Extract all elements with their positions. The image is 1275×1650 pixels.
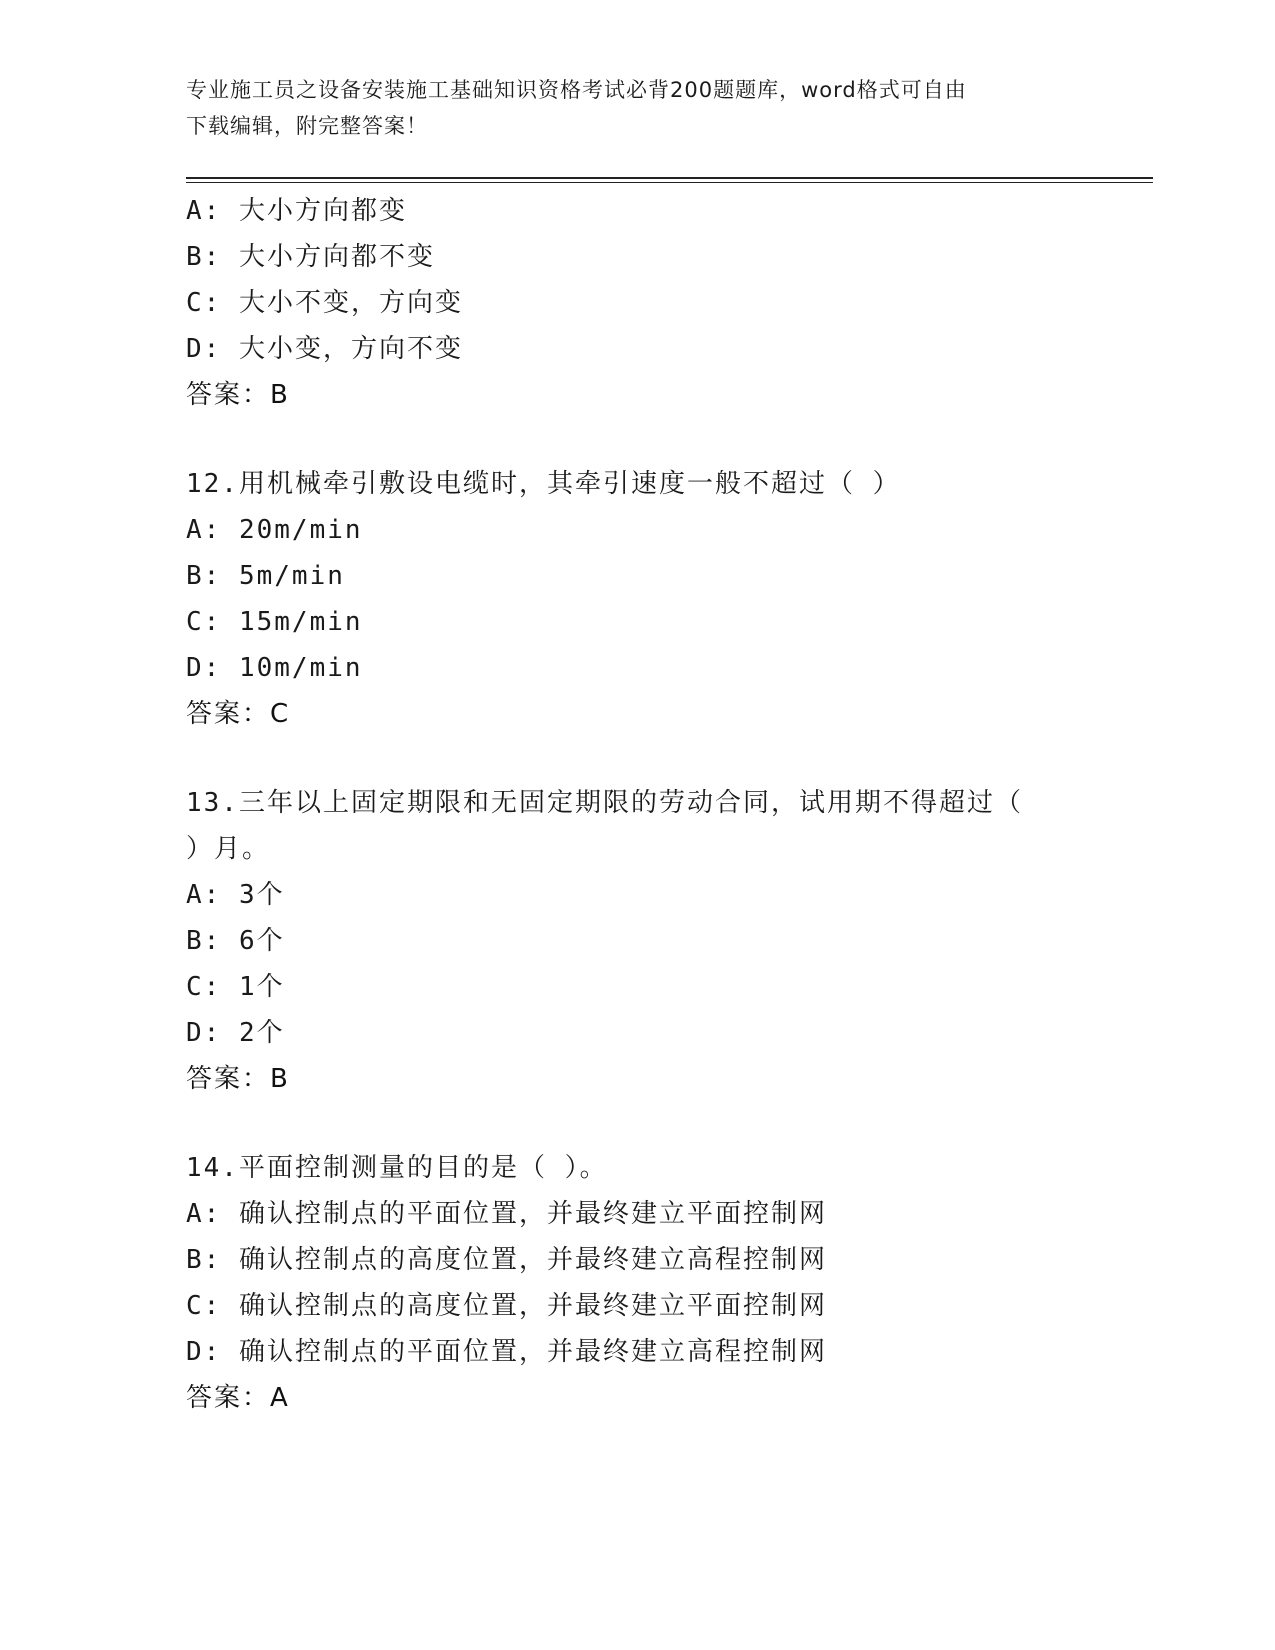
answer-line: 答案：C xyxy=(186,699,291,729)
option-d: D: 10m/min xyxy=(186,653,363,683)
question-block-14 xyxy=(186,1145,1146,1421)
option-c: C: 15m/min xyxy=(186,607,363,637)
option-c: C: 1个 xyxy=(186,972,285,1002)
header-line-2: 下载编辑，附完整答案！ xyxy=(186,114,428,138)
question-text: 14.平面控制测量的目的是（ ）。 xyxy=(186,1153,608,1183)
option-b: B: 6个 xyxy=(186,926,285,956)
answer-line: 答案：B xyxy=(186,380,290,410)
option-b: B: 大小方向都不变 xyxy=(186,242,435,272)
option-a: A: 3个 xyxy=(186,880,285,910)
header-divider-thick xyxy=(186,177,1153,179)
option-b: B: 确认控制点的高度位置，并最终建立高程控制网 xyxy=(186,1245,827,1275)
question-list xyxy=(186,188,1146,1421)
header-line-1: 专业施工员之设备安装施工基础知识资格考试必背200题题库，word格式可自由 xyxy=(186,78,967,102)
block-spacer xyxy=(186,418,1146,461)
answer-line: 答案：B xyxy=(186,1064,290,1094)
option-a: A: 20m/min xyxy=(186,515,363,545)
question-text: 12.用机械牵引敷设电缆时，其牵引速度一般不超过（ ） xyxy=(186,469,901,499)
option-a: A: 大小方向都变 xyxy=(186,196,407,226)
option-d: D: 确认控制点的平面位置，并最终建立高程控制网 xyxy=(186,1337,827,1367)
option-d: D: 2个 xyxy=(186,1018,285,1048)
question-block-13 xyxy=(186,780,1146,1102)
header-divider-thin xyxy=(186,182,1153,183)
question-block-11 xyxy=(186,188,1146,418)
answer-line: 答案：A xyxy=(186,1383,290,1413)
option-d: D: 大小变，方向不变 xyxy=(186,334,463,364)
option-c: C: 大小不变，方向变 xyxy=(186,288,463,318)
question-text-line-2: ）月。 xyxy=(186,834,271,864)
question-text-line-1: 13.三年以上固定期限和无固定期限的劳动合同，试用期不得超过（ xyxy=(186,788,1023,818)
option-a: A: 确认控制点的平面位置，并最终建立平面控制网 xyxy=(186,1199,827,1229)
option-b: B: 5m/min xyxy=(186,561,345,591)
option-c: C: 确认控制点的高度位置，并最终建立平面控制网 xyxy=(186,1291,827,1321)
document-header xyxy=(186,72,1066,144)
block-spacer xyxy=(186,1102,1146,1145)
block-spacer xyxy=(186,737,1146,780)
question-block-12 xyxy=(186,461,1146,737)
